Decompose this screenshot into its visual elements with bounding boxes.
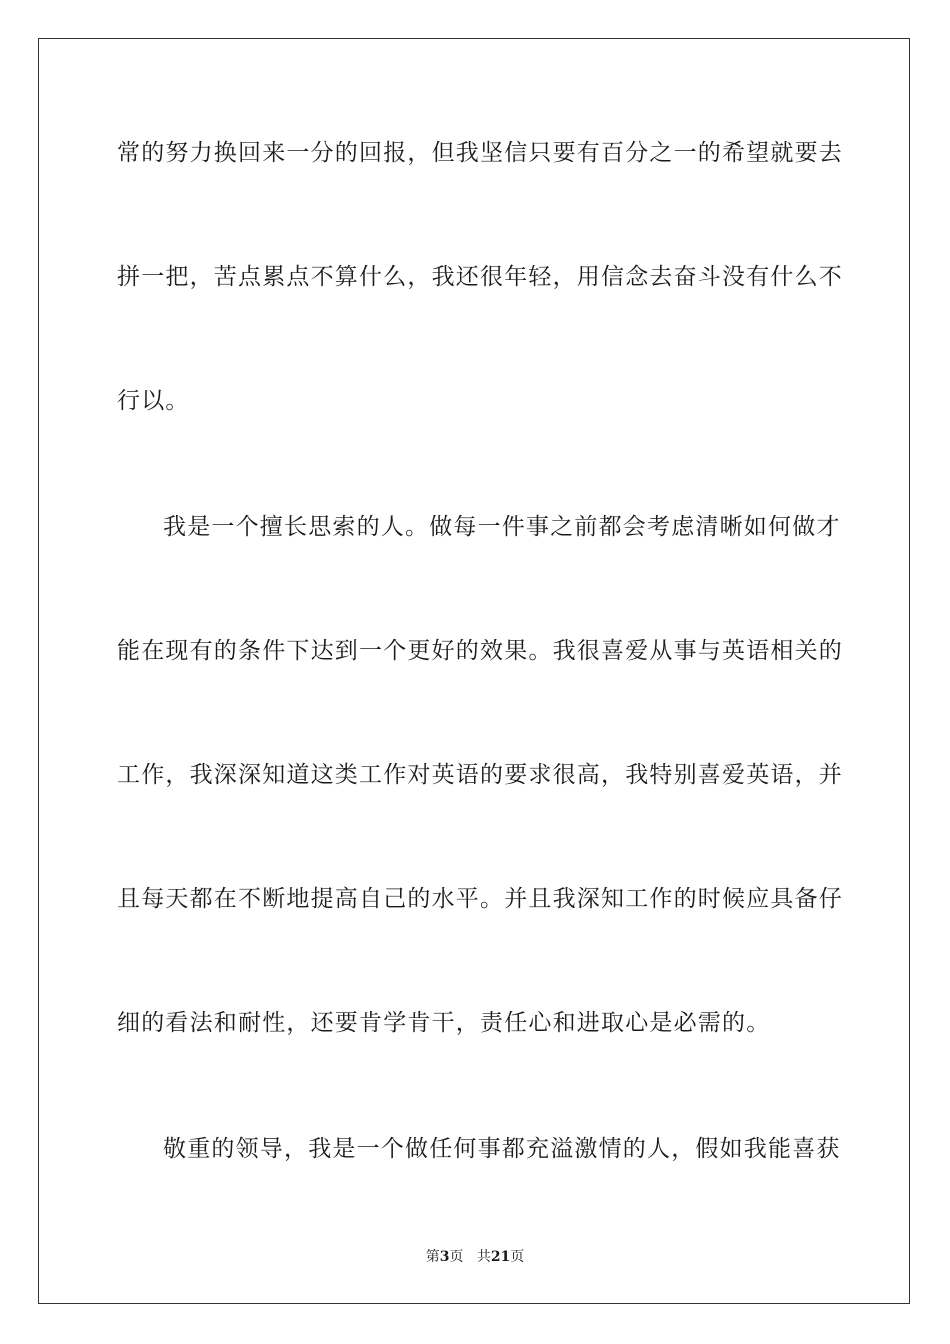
paragraph-start-line-9: 敬重的领导，我是一个做任何事都充溢激情的人，假如我能喜获 — [163, 1136, 841, 1162]
page-suffix: 页 — [449, 1249, 464, 1265]
text-line-2: 拼一把，苦点累点不算什么，我还很年轻，用信念去奋斗没有什么不 — [117, 264, 843, 290]
paragraph-start-line-4: 我是一个擅长思索的人。做每一件事之前都会考虑清晰如何做才 — [163, 514, 841, 540]
text-line-8: 细的看法和耐性，还要肯学肯干，责任心和进取心是必需的。 — [117, 1010, 771, 1036]
total-suffix: 页 — [510, 1249, 525, 1265]
text-line-1: 常的努力换回来一分的回报，但我坚信只要有百分之一的希望就要去 — [117, 140, 843, 166]
text-line-3: 行以。 — [117, 388, 190, 414]
page-prefix: 第 — [425, 1249, 440, 1265]
total-prefix: 共 — [476, 1249, 491, 1265]
total-pages: 21 — [490, 1249, 511, 1265]
page-footer — [0, 1247, 950, 1267]
text-line-5: 能在现有的条件下达到一个更好的效果。我很喜爱从事与英语相关的 — [117, 638, 843, 664]
text-line-7: 且每天都在不断地提高自己的水平。并且我深知工作的时候应具备仔 — [117, 886, 843, 912]
text-line-6: 工作，我深深知道这类工作对英语的要求很高，我特别喜爱英语，并 — [117, 762, 843, 788]
page-frame — [38, 38, 910, 1304]
page-number: 3 — [439, 1249, 450, 1265]
